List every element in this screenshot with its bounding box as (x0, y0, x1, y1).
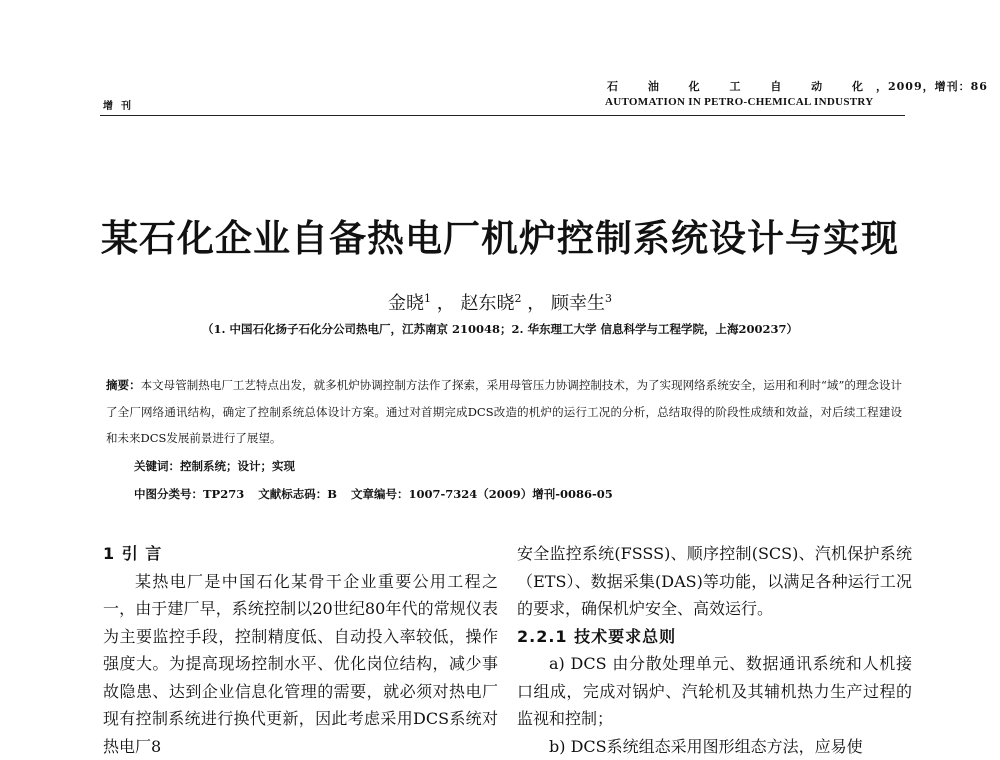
supplement-label: 增刊 (103, 101, 139, 112)
author-3-affil: 3 (604, 292, 612, 305)
abstract (106, 372, 902, 452)
author-separator: ， (527, 293, 546, 314)
article-number: 文章编号：1007-7324（2009）增刊-0086-05 (350, 487, 613, 501)
clc-number: 中图分类号：TP273 (134, 487, 245, 501)
header-rule (100, 115, 905, 116)
abstract-label: 摘要： (106, 378, 141, 392)
author-separator: ， (436, 293, 455, 314)
author-2: 赵东晓 (460, 293, 515, 314)
introduction-paragraph: 某热电厂是中国石化某骨干企业重要公用工程之一，由于建厂早，系统控制以20世纪80年代的常规仪表为主要监控手段，控制精度低、自动投入率较低，操作强度大。为提高现场控制水平、优化岗位结构，减少事故隐患、达到企业信息化管理的需要，就必须对热电厂现有控制系统进行换代更新，因此考虑采用DCS系统对热电厂8 (103, 571, 498, 756)
keywords: 关键词：控制系统；设计；实现 (134, 459, 295, 473)
author-2-affil: 2 (514, 292, 522, 305)
section-title-introduction: 1 引 言 (103, 544, 163, 563)
right-column (517, 540, 912, 760)
author-3: 顾幸生 (550, 293, 605, 314)
left-column (103, 540, 498, 760)
author-list (0, 289, 1000, 315)
abstract-text: 本文母管制热电厂工艺特点出发，就多机炉协调控制方法作了探索，采用母管压力协调控制技术，为了实现网络系统安全，运用和利时“域”的理念设计了全厂网络通讯结构，确定了控制系统总体设计方案。通过对首期完成DCS改造的机炉的运行工况的分析，总结取得的阶段性成绩和效益，对后续工程建设和未来DCS发展前景进行了展望。 (106, 378, 902, 445)
author-1: 金晓 (388, 293, 425, 314)
journal-name-en: AUTOMATION IN PETRO-CHEMICAL INDUSTRY (605, 96, 874, 108)
journal-name-cn: 石 油 化 工 自 动 化 (607, 80, 876, 93)
document-code: 文献标志码：B (258, 487, 337, 501)
paper-title: 某石化企业自备热电厂机炉控制系统设计与实现 (101, 216, 899, 260)
body-paragraph: 安全监控系统(FSSS)、顺序控制(SCS)、汽机保护系统（ETS）、数据采集(DAS)等功能，以满足各种运行工况的要求，确保机炉安全、高效运行。 (517, 544, 912, 618)
journal-header-line (607, 78, 988, 94)
requirement-item-b: b) DCS系统组态采用图形组态方法，应易使 (549, 736, 863, 756)
journal-issue: ，2009，增刊：86 (875, 80, 988, 93)
author-1-affil: 1 (424, 292, 432, 305)
subsection-title: 2.2.1 技术要求总则 (517, 626, 677, 646)
affiliations: （1. 中国石化扬子石化分公司热电厂，江苏南京 210048；2. 华东理工大学 信息科学与工程学院，上海200237） (201, 322, 799, 336)
requirement-item-a: a) DCS 由分散处理单元、数据通讯系统和人机接口组成，完成对锅炉、汽轮机及其辅机热力生产过程的监视和控制； (517, 654, 912, 728)
classification-line (134, 486, 627, 502)
